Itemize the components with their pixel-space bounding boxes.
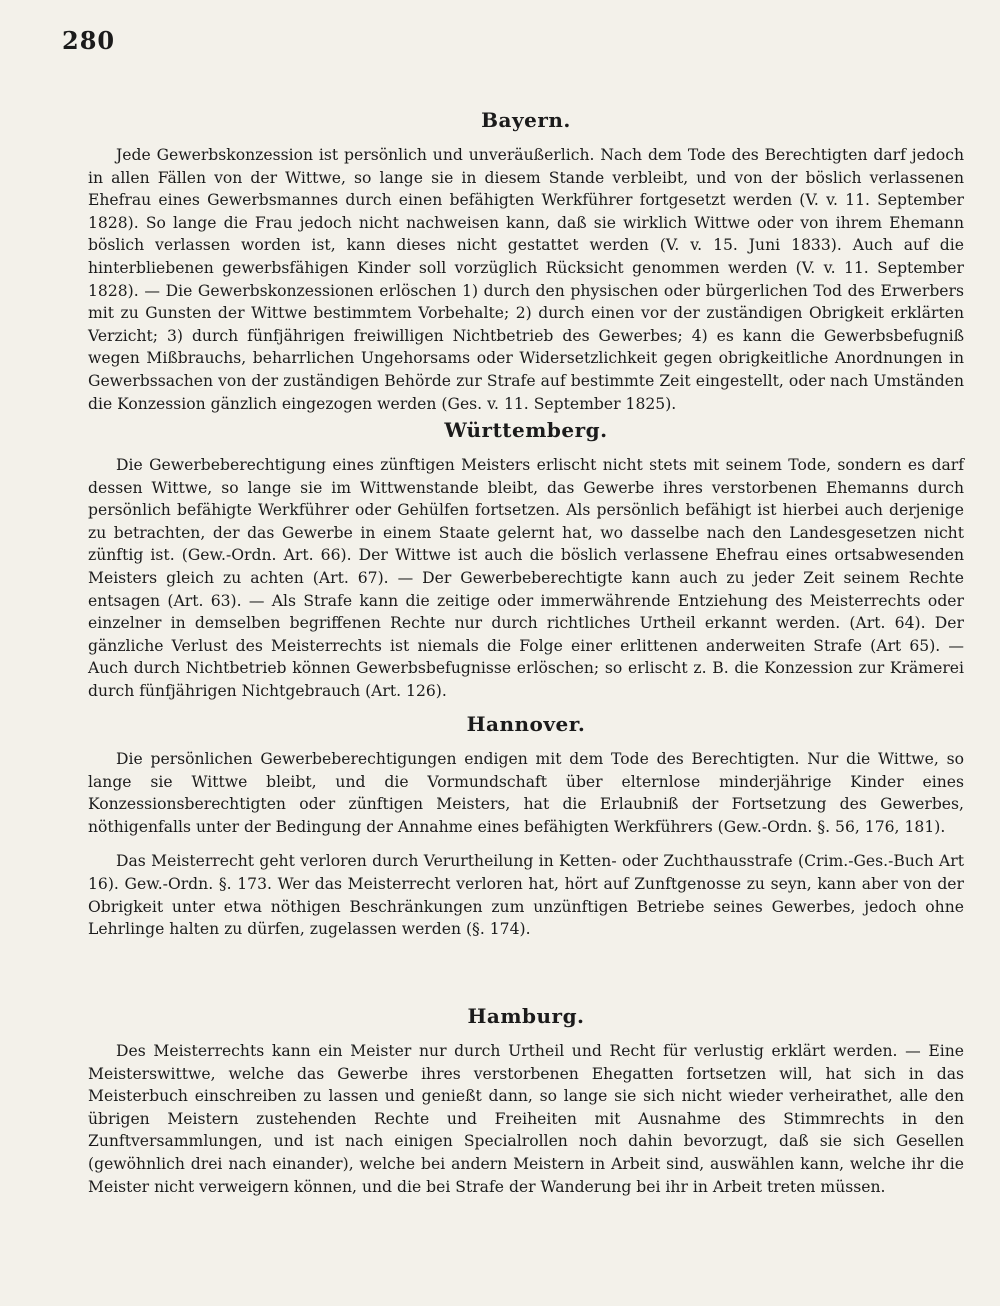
- section-wuerttemberg: [88, 418, 964, 703]
- section-paragraph: Die persönlichen Gewerbeberechtigungen endigen mit dem Tode des Berechtigten. Nur die Wittwe, so lange sie Wittwe bleibt, und die Vormundschaft über elternlose minderjährige Kinder eines Konzessionsberechtigten oder zünftigen Meisters, hat die Erlaubniß der Fortsetzung des Gewerbes, nöthigenfalls unter der Bedingung der Annahme eines befähigten Werkführers (Gew.-Ordn. §. 56, 176, 181).: [88, 750, 964, 836]
- section-heading: Hamburg.: [467, 1004, 585, 1028]
- section-hamburg: [88, 1004, 964, 1198]
- section-paragraph: Des Meisterrechts kann ein Meister nur durch Urtheil und Recht für verlustig erklärt werden. — Eine Meisterswittwe, welche das Gewerbe ihres verstorbenen Ehegatten fortsetzen will, hat sich in das Meisterbuch einschreiben zu lassen und genießt dann, so lange sie sich nicht wieder verheirathet, alle den übrigen Meistern zustehenden Rechte und Freiheiten mit Ausnahme des Stimmrechts in den Zunftversammlungen, und ist nach einigen Specialrollen noch dahin bevorzugt, daß sie sich Gesellen (gewöhnlich drei nach einander), welche bei andern Meistern in Arbeit sind, auswählen kann, welche ihr die Meister nicht verweigern können, und die bei Strafe der Wanderung bei ihr in Arbeit treten müssen.: [88, 1042, 964, 1196]
- section-bayern: [88, 108, 964, 415]
- section-heading: Württemberg.: [444, 418, 608, 442]
- section-paragraph: Jede Gewerbskonzession ist persönlich und unveräußerlich. Nach dem Tode des Berechtigten darf jedoch in allen Fällen von der Wittwe, so lange sie in diesem Stande verbleibt, und von der böslich verlassenen Ehefrau eines Gewerbsmannes durch einen befähigten Werkführer fortgesetzt werden (V. v. 11. September 1828). So lange die Frau jedoch nicht nachweisen kann, daß sie wirklich Wittwe oder von ihrem Ehemann böslich verlassen worden ist, kann dieses nicht gestattet werden (V. v. 15. Juni 1833). Auch auf die hinterbliebenen gewerbsfähigen Kinder soll vorzüglich Rücksicht genommen werden (V. v. 11. September 1828). — Die Gewerbskonzessionen erlöschen 1) durch den physischen oder bürgerlichen Tod des Erwerbers mit zu Gunsten der Wittwe bestimmtem Vorbehalte; 2) durch einen vor der zuständigen Obrigkeit erklärten Verzicht; 3) durch fünfjährigen freiwilligen Nichtbetrieb des Gewerbes; 4) es kann die Gewerbsbefugniß wegen Mißbrauchs, beharrlichen Ungehorsams oder Widersetzlichkeit gegen obrigkeitliche Anordnungen in Gewerbssachen von der zuständigen Behörde zur Strafe auf bestimmte Zeit eingestellt, oder nach Umständen die Konzession gänzlich eingezogen werden (Ges. v. 11. September 1825).: [88, 146, 964, 413]
- section-hannover: [88, 712, 964, 941]
- section-paragraph: Das Meisterrecht geht verloren durch Verurtheilung in Ketten- oder Zuchthausstrafe (Crim.-Ges.-Buch Art 16). Gew.-Ordn. §. 173. Wer das Meisterrecht verloren hat, hört auf Zunftgenosse zu seyn, kann aber von der Obrigkeit unter etwa nöthigen Beschränkungen zum unzünftigen Betriebe seines Gewerbes, jedoch ohne Lehrlinge halten zu dürfen, zugelassen werden (§. 174).: [88, 852, 964, 939]
- section-heading: Hannover.: [466, 712, 586, 736]
- section-paragraph: Die Gewerbeberechtigung eines zünftigen Meisters erlischt nicht stets mit seinem Tode, sondern es darf dessen Wittwe, so lange sie im Wittwenstande bleibt, das Gewerbe ihres verstorbenen Ehemanns durch persönlich befähigte Werkführer oder Gehülfen fortsetzen. Als persönlich befähigt ist hierbei auch derjenige zu betrachten, der das Gewerbe in einem Staate gelernt hat, wo dasselbe nach den Landesgesetzen nicht zünftig ist. (Gew.-Ordn. Art. 66). Der Wittwe ist auch die böslich verlassene Ehefrau eines ortsabwesenden Meisters gleich zu achten (Art. 67). — Der Gewerbeberechtigte kann auch zu jeder Zeit seinem Rechte entsagen (Art. 63). — Als Strafe kann die zeitige oder immerwährende Entziehung des Meisterrechts oder einzelner in demselben begriffenen Rechte nur durch richtliches Urtheil erkannt werden. (Art. 64). Der gänzliche Verlust des Meisterrechts ist niemals die Folge einer erlittenen anderweiten Strafe (Art 65). — Auch durch Nichtbetrieb können Gewerbsbefugnisse erlöschen; so erlischt z. B. die Konzession zur Krämerei durch fünfjährigen Nichtgebrauch (Art. 126).: [88, 456, 964, 700]
- section-heading: Bayern.: [481, 108, 571, 132]
- page-number: 280: [62, 26, 116, 55]
